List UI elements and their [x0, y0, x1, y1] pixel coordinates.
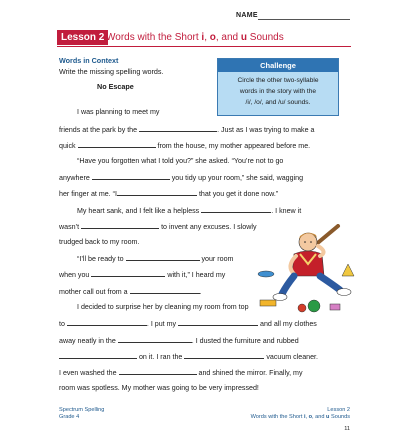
challenge-heading: Challenge: [218, 59, 338, 72]
story-line-10: “I’ll be ready to your room: [77, 255, 234, 263]
answer-blank[interactable]: [67, 319, 147, 326]
story-line-18: room was spotless. My mother was going to be very impressed!: [59, 384, 259, 392]
page-number: 11: [344, 426, 350, 432]
challenge-box: [217, 58, 339, 116]
story-line-1: I was planning to meet my: [77, 108, 160, 116]
footer-lesson-info: Lesson 2 Words with the Short i, o, and u Sounds: [250, 407, 350, 420]
story-line-15: away neatly in the . I dusted the furniture and rubbed: [59, 337, 299, 345]
lesson-number-badge: Lesson 2: [57, 30, 108, 45]
answer-blank[interactable]: [184, 352, 264, 359]
name-write-line[interactable]: [258, 19, 350, 20]
story-line-14: to . I put my and all my clothes: [59, 320, 317, 328]
answer-blank[interactable]: [92, 173, 170, 180]
footer-book-info: Spectrum Spelling Grade 4: [59, 407, 105, 420]
answer-blank[interactable]: [201, 206, 271, 213]
answer-blank[interactable]: [119, 368, 197, 375]
answer-blank[interactable]: [91, 270, 165, 277]
challenge-text: Circle the other two-syllable words in the story with the /i/, /o/, and /u/ sounds.: [237, 77, 319, 106]
section-heading: Words in Context: [59, 56, 119, 65]
answer-blank[interactable]: [130, 287, 200, 294]
answer-blank[interactable]: [59, 352, 137, 359]
story-line-11: when you with it,” I heard my: [59, 271, 226, 279]
answer-blank[interactable]: [118, 336, 192, 343]
instructions: Write the missing spelling words.: [59, 67, 164, 76]
answer-blank[interactable]: [117, 189, 197, 196]
answer-blank[interactable]: [178, 319, 258, 326]
story-line-8: wasn’t to invent any excuses. I slowly: [59, 223, 257, 231]
story-line-3: quick from the house, my mother appeared before me.: [59, 142, 311, 150]
story-line-12: mother call out from a .: [59, 288, 202, 296]
story-line-4: “Have you forgotten what I told you?” she asked. “You’re not to go: [77, 157, 284, 165]
story-line-5: anywhere you tidy up your room,” she said, wagging: [59, 174, 304, 182]
story-title: No Escape: [97, 82, 134, 91]
story-line-2: friends at the park by the . Just as I was trying to make a: [59, 126, 315, 134]
lesson-title: Words with the Short i, o, and u Sounds: [106, 32, 284, 43]
answer-blank[interactable]: [126, 254, 200, 261]
story-line-9: trudged back to my room.: [59, 238, 140, 246]
answer-blank[interactable]: [81, 222, 159, 229]
name-label: NAME: [236, 12, 258, 19]
story-line-13: I decided to surprise her by cleaning my room from top: [77, 303, 249, 311]
boy-cleaning-illustration: [256, 224, 358, 316]
title-underline: [57, 46, 351, 47]
answer-blank[interactable]: [139, 125, 217, 132]
story-line-16: on it. I ran the vacuum cleaner.: [59, 352, 318, 361]
story-line-7: My heart sank, and I felt like a helpless . I knew it: [77, 207, 302, 215]
story-line-6: her finger at me. “I that you get it done now.”: [59, 190, 279, 198]
answer-blank[interactable]: [78, 141, 156, 148]
lesson-title-bar: [57, 30, 351, 45]
story-line-17: I even washed the and shined the mirror. Finally, my: [59, 369, 303, 377]
